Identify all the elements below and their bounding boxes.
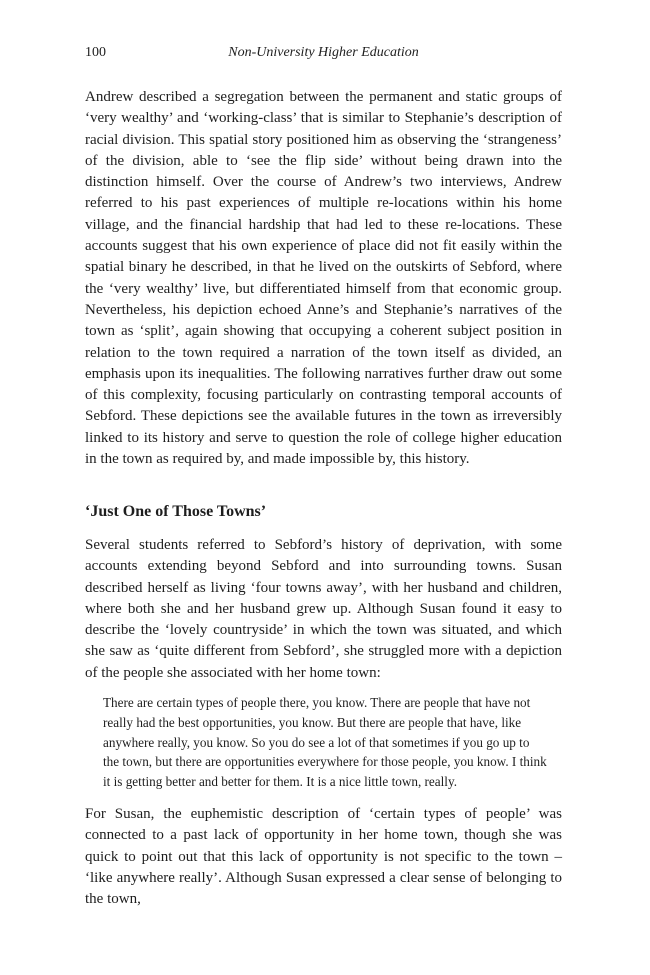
- body-paragraph: Andrew described a segregation between the permanent and static groups of ‘very wealthy’ and ‘working-class’ that is similar to Stephanie’s description of racial division. This spatial story positioned him as observing the ‘strangeness’ of the division, able to ‘see the flip side’ without being drawn into the distinction himself. Over the course of Andrew’s two interviews, Andrew referred to his past experiences of multiple re-locations within his home village, and the financial hardship that had led to these re-locations. These accounts suggest that his own experience of place did not fit easily within the spatial binary he described, in that he lived on the outskirts of Sebford, where the ‘very wealthy’ live, but differentiated himself from that economic group. Nevertheless, his depiction echoed Anne’s and Stephanie’s narratives of the town as ‘split’, again showing that occupying a coherent subject position in relation to the town required a narration of the town itself as divided, an emphasis upon its inequalities. The following narratives further draw out some of this complexity, focusing particularly on contrasting temporal accounts of Sebford. These depictions see the available futures in the town as irreversibly linked to its history and serve to question the role of college higher education in the town as required by, and made impossible by, this history.: [85, 89, 562, 468]
- page-number: 100: [85, 45, 106, 60]
- section-heading: ‘Just One of Those Towns’: [85, 503, 267, 520]
- running-head: [85, 45, 562, 63]
- interview-quote: There are certain types of people there, you know. There are people that have not really had the best opportunities, you know. But there are people that have, like anywhere really, you know. So you do see a lot of that sometimes if you go up to the town, but there are opportunities everywhere for those people, you know. I think it is getting better and better for them. It is a nice little town, really.: [103, 695, 547, 790]
- body-paragraph: Several students referred to Sebford’s history of deprivation, with some accounts extending beyond Sebford and into surrounding towns. Susan described herself as living ‘four towns away’, with her husband and children, where both she and her husband grew up. Although Susan found it easy to describe the ‘lovely countryside’ in which the town was situated, and which she saw as ‘quite different from Sebford’, she struggled more with a depiction of the people she associated with her home town:: [85, 537, 562, 681]
- body-paragraph: For Susan, the euphemistic description of ‘certain types of people’ was connected to a past lack of opportunity in her home town, though she was quick to point out that this lack of opportunity is not specific to the town – ‘like anywhere really’. Although Susan expressed a clear sense of belonging to the town,: [85, 806, 562, 908]
- book-title: Non-University Higher Education: [228, 45, 419, 60]
